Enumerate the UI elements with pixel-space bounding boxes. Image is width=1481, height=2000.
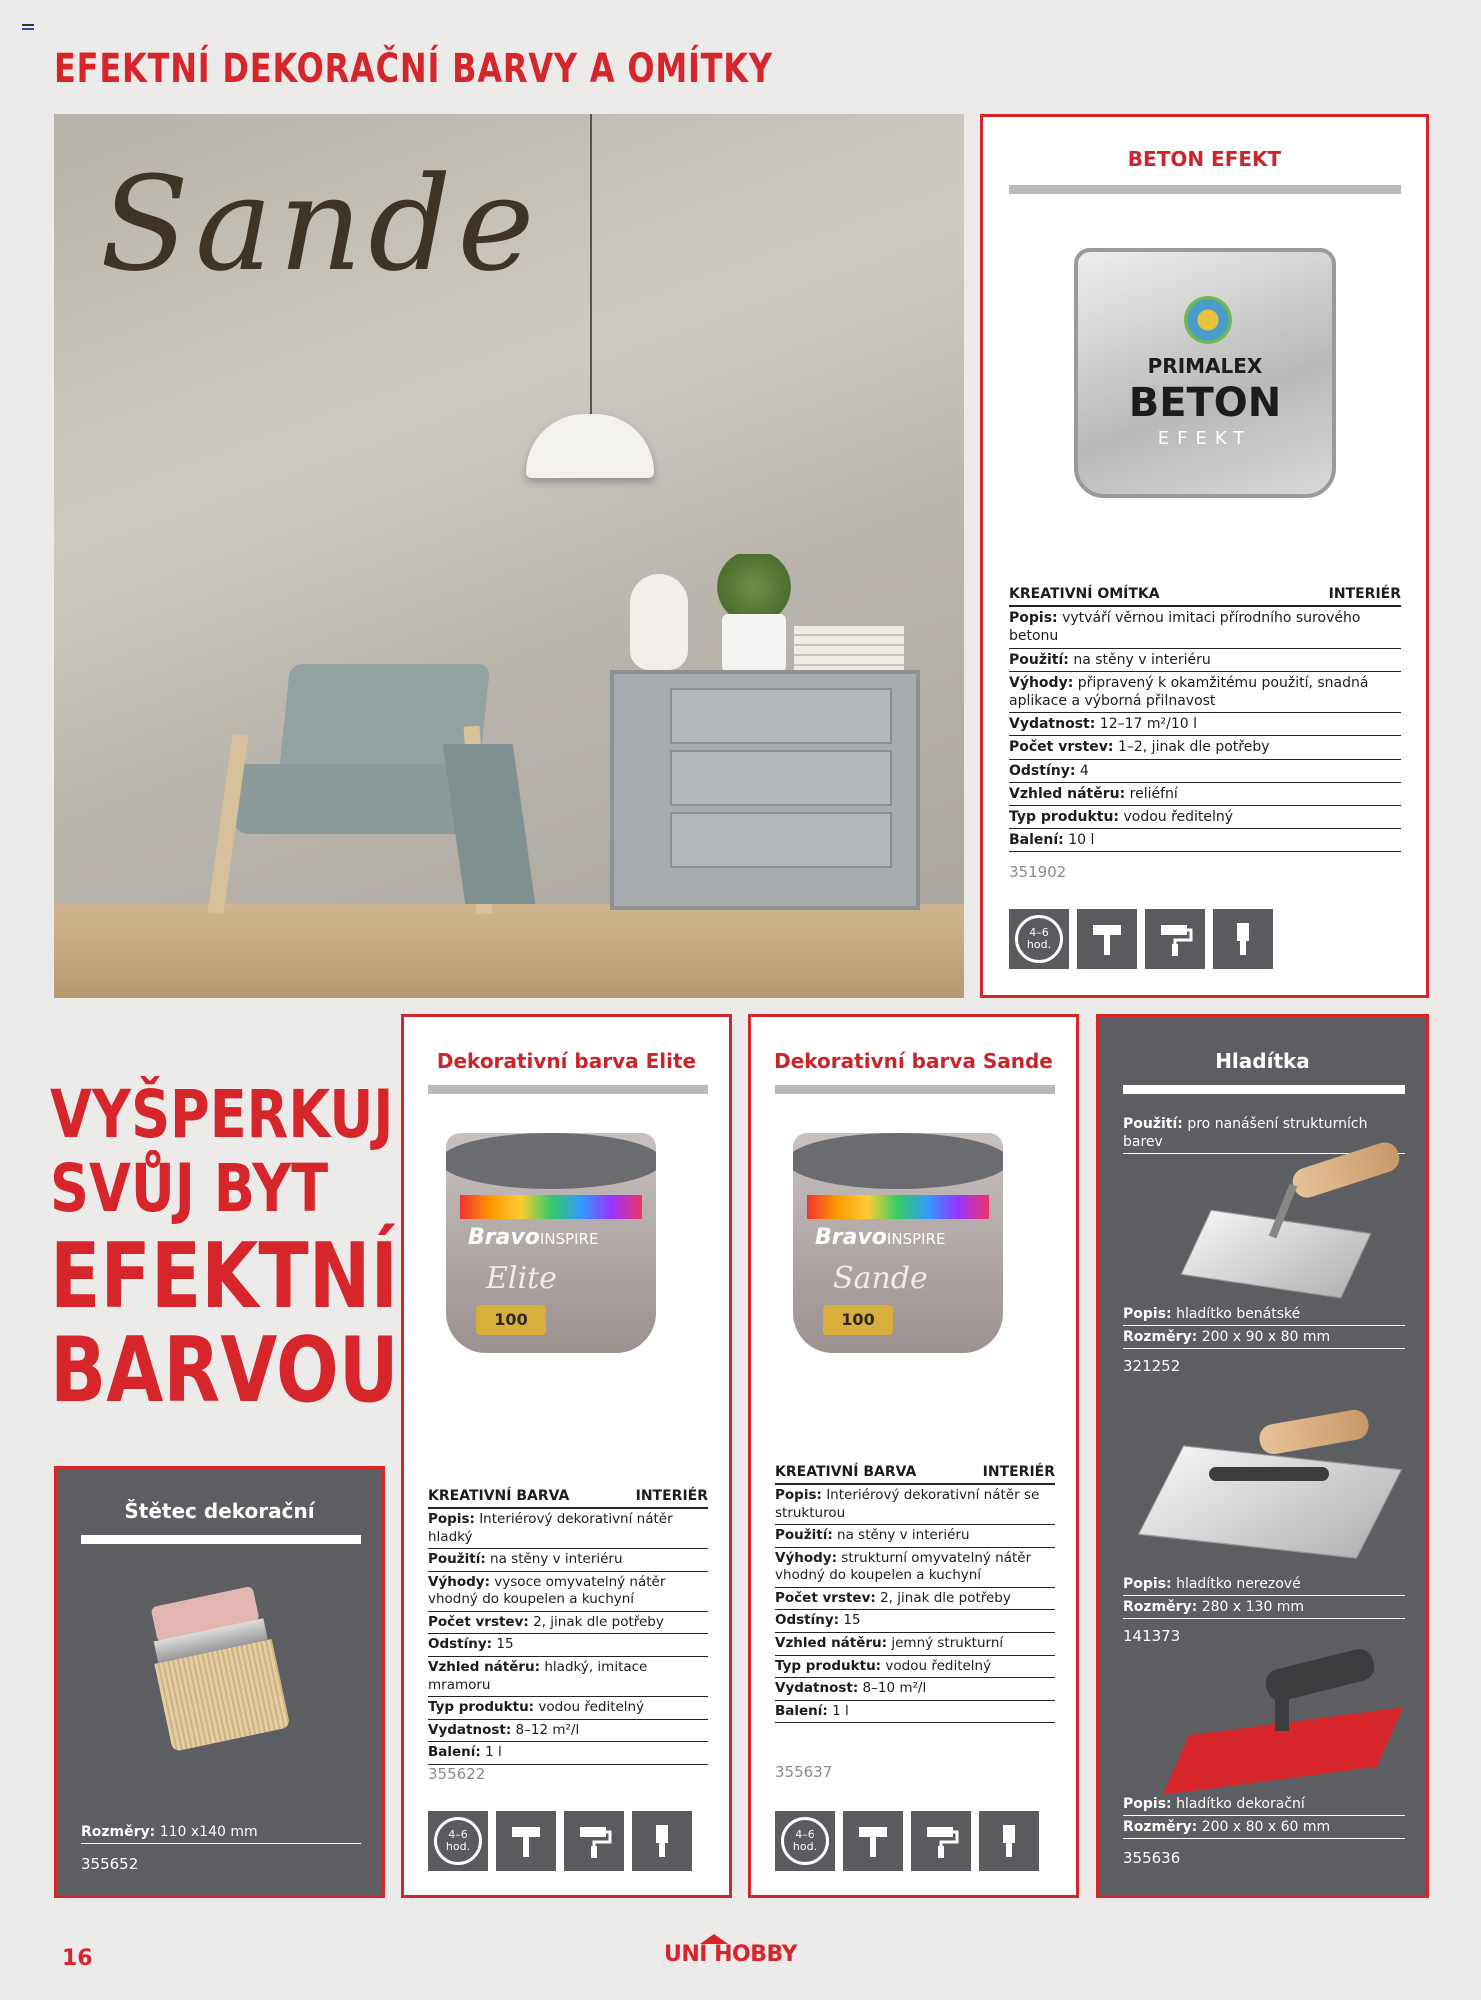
product-code: 355637	[775, 1763, 833, 1781]
roller-icon	[564, 1811, 624, 1871]
slogan-line-4: BARVOU	[50, 1318, 399, 1423]
product-code: 321252	[1123, 1357, 1181, 1375]
title-bar	[775, 1085, 1055, 1094]
corner-mark	[22, 24, 34, 30]
spec-header: KREATIVNÍ BARVA INTERIÉR	[775, 1463, 1055, 1485]
spec-row: Použití: pro nanášení strukturních barev	[1123, 1113, 1405, 1154]
spec-row: Rozměry: 200 x 80 x 60 mm	[1123, 1816, 1405, 1839]
spatula-icon	[979, 1811, 1039, 1871]
spec-row: Popis: hladítko dekorační	[1123, 1793, 1405, 1816]
slogan-line-1: VYŠPERKUJ	[50, 1076, 394, 1153]
dresser-drawer	[670, 812, 892, 868]
clock-icon: 4–6 hod.	[428, 1811, 488, 1871]
spec-row: Popis: vytváří věrnou imitaci přírodního surového betonu	[1009, 607, 1401, 648]
lamp-shade	[526, 414, 654, 478]
spec-row: Výhody: vysoce omyvatelný nátěr vhodný do koupelen a kuchyní	[428, 1572, 708, 1612]
spec-row: Typ produktu: vodou ředitelný	[428, 1697, 708, 1720]
elite-product-image: BravoINSPIRE Elite 100	[446, 1133, 656, 1353]
title-bar	[1009, 185, 1401, 194]
hero-script-text: Sande	[100, 148, 541, 300]
usage-icons	[428, 1811, 692, 1871]
spec-row: Použití: na stěny v interiéru	[1009, 649, 1401, 672]
page-number: 16	[62, 1946, 93, 1971]
product-code: 355622	[428, 1765, 486, 1783]
spec-row: Počet vrstev: 2, jinak dle potřeby	[775, 1588, 1055, 1611]
title-bar	[81, 1535, 361, 1544]
roller-icon	[1145, 909, 1205, 969]
spec-category: KREATIVNÍ OMÍTKA	[1009, 586, 1160, 602]
trowel-spec	[1123, 1573, 1405, 1619]
beton-product-image: PRIMALEX BETON EFEKT	[1074, 248, 1336, 498]
product-code: 351902	[1009, 863, 1067, 881]
spec-row: Vydatnost: 8–12 m²/l	[428, 1720, 708, 1743]
trowel-spec	[1123, 1793, 1405, 1839]
spatula-icon	[1213, 909, 1273, 969]
trowel-spec	[1123, 1303, 1405, 1349]
title-bar	[1123, 1085, 1405, 1094]
spec-row: Počet vrstev: 1–2, jinak dle potřeby	[1009, 736, 1401, 759]
slogan-line-3: EFEKTNÍ	[50, 1224, 399, 1329]
product-code: 355636	[1123, 1849, 1181, 1867]
dresser	[610, 670, 920, 910]
brand-logo: UNI HOBBY	[664, 1942, 797, 1967]
hladitka-panel	[1096, 1014, 1429, 1898]
spec-row: Vzhled nátěru: reliéfní	[1009, 783, 1401, 806]
product-code: 141373	[1123, 1627, 1181, 1645]
spec-row: Balení: 1 l	[775, 1701, 1055, 1724]
dresser-drawer	[670, 750, 892, 806]
clock-icon: 4–6 hod.	[1009, 909, 1069, 969]
stetec-panel	[54, 1466, 385, 1898]
brush-icon	[496, 1811, 556, 1871]
plant	[714, 554, 794, 620]
spec-header	[1009, 585, 1401, 607]
lamp-cord	[590, 114, 592, 426]
sande-spec-table	[775, 1463, 1055, 1723]
hladitka-title: Hladítka	[1215, 1049, 1310, 1073]
spec-row: Odstíny: 4	[1009, 760, 1401, 783]
primalex-logo-icon	[1184, 296, 1232, 344]
spec-row: Výhody: připravený k okamžitému použití, snadná aplikace a výborná přilnavost	[1009, 672, 1401, 713]
spec-row: Použití: na stěny v interiéru	[775, 1525, 1055, 1548]
spatula-icon	[632, 1811, 692, 1871]
hero-floor	[54, 904, 964, 998]
clock-icon: 4–6 hod.	[775, 1811, 835, 1871]
slogan-line-2: SVŮJ BYT	[50, 1150, 329, 1227]
armchair-seat	[234, 764, 474, 834]
spec-row: Balení: 1 l	[428, 1742, 708, 1765]
spec-row: Typ produktu: vodou ředitelný	[1009, 806, 1401, 829]
sande-title: Dekorativní barva Sande	[774, 1049, 1053, 1073]
sande-product-image: BravoINSPIRE Sande 100	[793, 1133, 1003, 1353]
usage-icons	[1009, 909, 1273, 969]
spec-row: Počet vrstev: 2, jinak dle potřeby	[428, 1612, 708, 1635]
dresser-drawer	[670, 688, 892, 744]
vase	[630, 574, 688, 670]
spec-row: Výhody: strukturní omyvatelný nátěr vhodný do koupelen a kuchyní	[775, 1548, 1055, 1588]
elite-title: Dekorativní barva Elite	[436, 1049, 697, 1073]
stetec-spec	[81, 1821, 361, 1844]
spec-row: Rozměry: 280 x 130 mm	[1123, 1596, 1405, 1619]
spec-row: Vydatnost: 12–17 m²/10 l	[1009, 713, 1401, 736]
spec-row: Odstíny: 15	[428, 1634, 708, 1657]
beton-panel	[980, 114, 1429, 998]
spec-row: Popis: hladítko nerezové	[1123, 1573, 1405, 1596]
spec-row: Popis: Interiérový dekorativní nátěr se strukturou	[775, 1485, 1055, 1525]
spec-row: Vydatnost: 8–10 m²/l	[775, 1678, 1055, 1701]
usage-icons	[775, 1811, 1039, 1871]
stetec-title: Štětec dekorační	[124, 1499, 315, 1523]
roller-icon	[911, 1811, 971, 1871]
spec-row: Vzhled nátěru: jemný strukturní	[775, 1633, 1055, 1656]
blanket	[443, 744, 535, 904]
spec-row: Odstíny: 15	[775, 1610, 1055, 1633]
books	[794, 626, 904, 670]
beton-spec-table	[1009, 585, 1401, 852]
brush-icon	[1077, 909, 1137, 969]
brush-product-image	[143, 1584, 292, 1756]
brush-icon	[843, 1811, 903, 1871]
page-title: EFEKTNÍ DEKORAČNÍ BARVY A OMÍTKY	[54, 46, 773, 92]
spec-row: Popis: hladítko benátské	[1123, 1303, 1405, 1326]
plant-pot	[722, 614, 786, 672]
title-bar	[428, 1085, 708, 1094]
spec-row: Rozměry: 110 x140 mm	[81, 1821, 361, 1844]
elite-spec-table	[428, 1487, 708, 1765]
hero-image	[54, 114, 964, 998]
beton-title: BETON EFEKT	[1127, 147, 1282, 171]
spec-header: KREATIVNÍ BARVA INTERIÉR	[428, 1487, 708, 1509]
sande-panel	[748, 1014, 1079, 1898]
spec-row: Použití: na stěny v interiéru	[428, 1549, 708, 1572]
spec-row: Typ produktu: vodou ředitelný	[775, 1656, 1055, 1679]
spec-scope: INTERIÉR	[1328, 586, 1401, 602]
spec-row: Balení: 10 l	[1009, 829, 1401, 852]
spec-row: Vzhled nátěru: hladký, imitace mramoru	[428, 1657, 708, 1697]
spec-row: Popis: Interiérový dekorativní nátěr hladký	[428, 1509, 708, 1549]
elite-panel	[401, 1014, 732, 1898]
spec-row: Rozměry: 200 x 90 x 80 mm	[1123, 1326, 1405, 1349]
product-code: 355652	[81, 1855, 139, 1873]
